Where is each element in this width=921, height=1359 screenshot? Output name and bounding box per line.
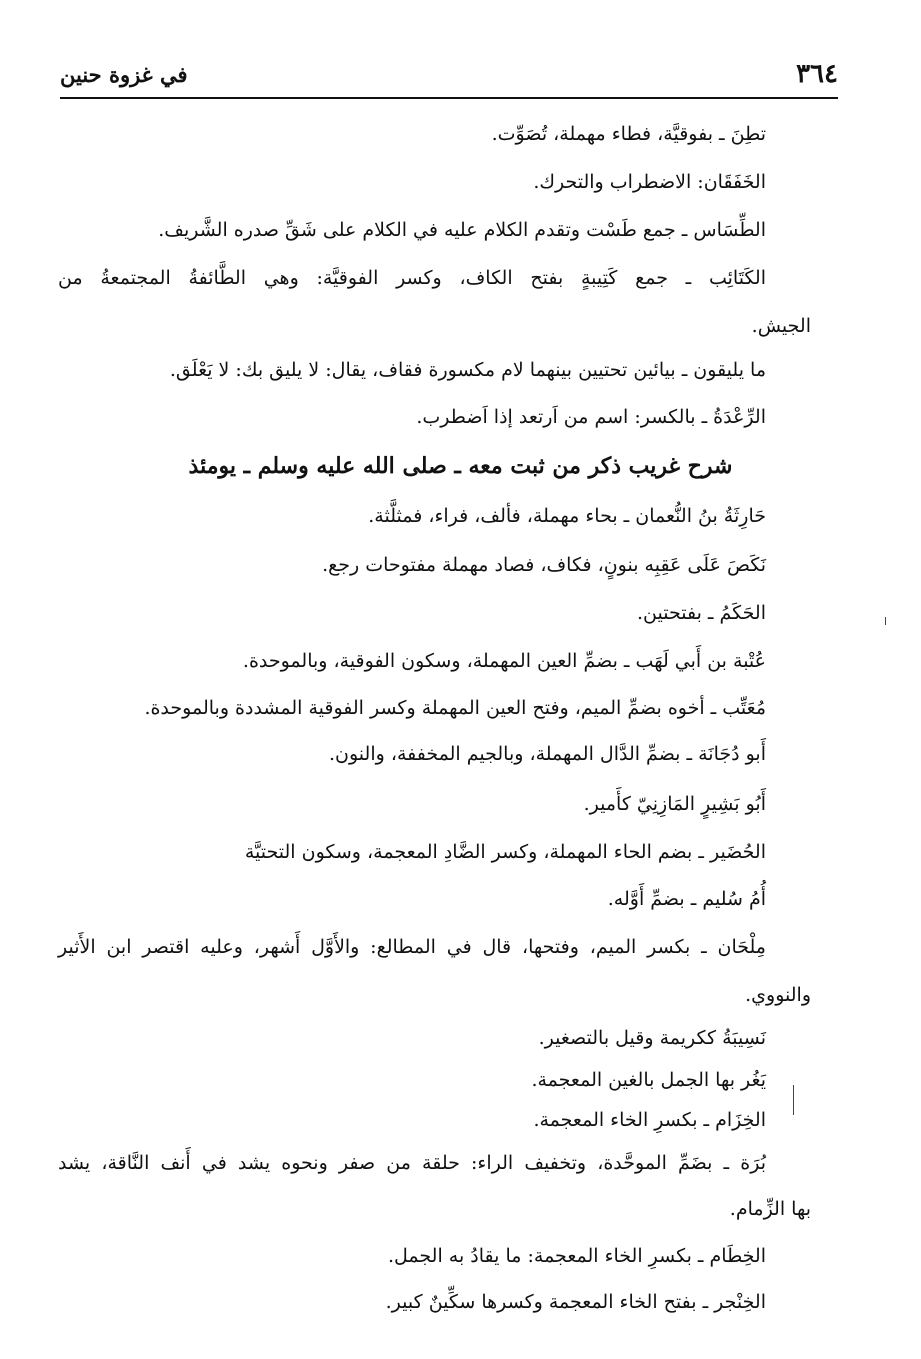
entry-line: أَبو دُجَانَة ـ بضمِّ الدَّال المهملة، وبالجيم المخففة، والنون.	[329, 743, 766, 765]
entry-line: تطِنَ ـ بفوقيَّة، فطاء مهملة، تُصَوِّت.	[491, 123, 766, 145]
entry-line: الخَفَقَان: الاضطراب والتحرك.	[533, 171, 766, 193]
entry-line-continuation: بها الزِّمام.	[729, 1198, 811, 1220]
entry-line: الحَكَمُ ـ بفتحتين.	[637, 602, 766, 624]
entry-line: نَكَصَ عَلَى عَقِبِه بنونٍ، فكاف، فصاد مهملة مفتوحات رجع.	[322, 554, 766, 576]
entry-line: حَارِثَةُ بنُ النُّعمان ـ بحاء مهملة، فألف، فراء، فمثلَّثة.	[368, 505, 766, 527]
entry-line: بُرَة ـ بضَمِّ الموحَّدة، وتخفيف الراء: حلقة من صفر ونحوه يشد في أَنف النَّاقة، يشد	[58, 1152, 766, 1174]
entry-line-continuation: والنووي.	[745, 984, 811, 1006]
entry-line: الخِنْجر ـ بفتح الخاء المعجمة وكسرها سكِّينٌ كبير.	[385, 1291, 766, 1313]
entry-line: مُعَتِّب ـ أخوه بضمِّ الميم، وفتح العين المهملة وكسر الفوقية المشددة وبالموحدة.	[144, 697, 766, 719]
entry-line: أُمُ سُليم ـ بضمِّ أَوَّله.	[607, 888, 766, 910]
margin-mark	[793, 1085, 794, 1115]
entry-line: الخِزَام ـ بكسرِ الخاء المعجمة.	[533, 1109, 766, 1131]
entry-line: عُتْبة بن أَبي لَهَب ـ بضمِّ العين المهملة، وسكون الفوقية، وبالموحدة.	[242, 650, 766, 672]
entry-line: الكَتَائِب ـ جمع كَتِيبةٍ بفتح الكاف، وكسر الفوقيَّة: وهي الطَّائفةُ المجتمعةُ من	[58, 267, 766, 289]
entry-line: الحُضَير ـ بضم الحاء المهملة، وكسر الضَّادِ المعجمة، وسكون التحتيَّة	[244, 841, 766, 863]
entry-line-continuation: الجيش.	[751, 315, 811, 337]
margin-mark	[885, 617, 886, 625]
entry-line: الطِّسَاس ـ جمع طَسْت وتقدم الكلام عليه في الكلام على شَقِّ صدره الشَّريف.	[158, 219, 766, 241]
running-title: في غزوة حنين	[60, 62, 188, 87]
page-header	[60, 58, 838, 98]
entry-line: أَبُو بَشِيرٍ المَازِنِيّ كأَمير.	[583, 793, 766, 815]
entry-line: يَغُر بها الجمل بالغين المعجمة.	[531, 1069, 766, 1091]
entry-line: الخِطَام ـ بكسرِ الخاء المعجمة: ما يقادُ به الجمل.	[387, 1245, 766, 1267]
header-rule	[60, 97, 838, 99]
entry-line: ما يليقون ـ بيائين تحتيين بينهما لام مكسورة فقاف، يقال: لا يليق بك: لا يَعْلَق.	[169, 359, 766, 381]
entry-line: الرِّعْدَةُ ـ بالكسر: اسم من اَرتعد إذا اَضطرب.	[416, 406, 766, 428]
page-number: ٣٦٤	[796, 59, 838, 89]
entry-line: نَسِيبَةُ ككريمة وقيل بالتصغير.	[538, 1027, 766, 1049]
entry-line: مِلْحَان ـ بكسر الميم، وفتحها، قال في المطالع: والأَوَّل أَشهر، وعليه اقتصر ابن الأَثير	[58, 936, 766, 958]
section-heading: شرح غريب ذكر من ثبت معه ـ صلى الله عليه وسلم ـ يومئذ	[188, 453, 733, 479]
